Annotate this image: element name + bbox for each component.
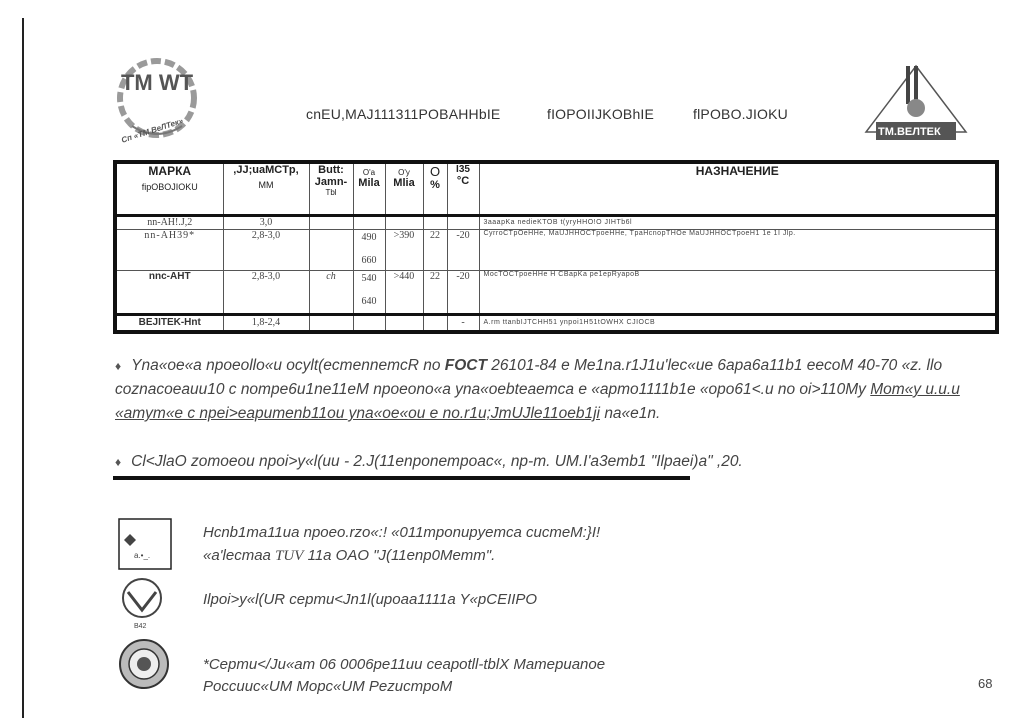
cert-line-tested: Hcnb1ma11ua npoeo.rzo«:! «011mponupyemca cucmeM:}I! xyxy=(203,524,601,541)
col-delta: O % xyxy=(423,162,447,216)
diamond-bullet-icon: ♦ xyxy=(115,455,122,469)
table-row: nnc-AHT 2,8-3,0 ch 540 640 >440 22 -20 MocTOCTpoeHHe H CBapKa pe1epRyapoB xyxy=(115,271,997,315)
col-sigma-a: O'a Mila xyxy=(353,162,385,216)
logo-tm: TM WT xyxy=(120,70,194,95)
diamond-bullet-icon: ♦ xyxy=(115,359,122,373)
logo-ring-text: Сп «ТМ ВеЛТек» xyxy=(120,116,185,145)
tuv-label: a.•_. xyxy=(134,551,151,560)
cert-line-ukrsepro: Ilpoi>y«l(UR cepmu<Jn1l(upoaa1111a Y«pCEIIPO xyxy=(203,591,538,608)
left-margin-rule xyxy=(22,18,24,718)
tuv-cert-icon xyxy=(118,518,176,570)
section-divider xyxy=(113,476,690,480)
veltek-logo-text: ТМ.ВЕЛТЕК xyxy=(878,126,941,138)
ukrsepro-cert-icon xyxy=(118,576,168,631)
header-text-powder: fIOPOIIJKOBhIE xyxy=(547,106,655,122)
table-row: BEJITEK-Hnt 1,8-2,4 - A.rm ttanbIJTCHH51 ynpoi1H51tOWHX CJIOCB xyxy=(115,315,997,333)
table-row: nn-AH!.J,2 3,0 3aaapKa nedieKTOB t(yryHHO!O JIHTb6l xyxy=(115,216,997,230)
cert-line-quality: «a'lecmaa TUV 11a OAO "J(11enp0Memm". xyxy=(203,547,496,564)
cert-line-register-2: Poccuuc«UM Mopc«UM PezucmpoM xyxy=(203,678,453,695)
col-diameter: ,JJ;uaMCTp, MM xyxy=(223,162,309,216)
table-row: nn-AH39* 2,8-3,0 490 660 >390 22 -20 CyrroCTpOeHHe, MaUJHHOCTpoeHHe, TpaHcnopTHOe MaUJHHOCTpoeH1 1e 1I Jlp. xyxy=(115,230,997,271)
col-grade: МАРКА fipOBOJIOKU xyxy=(115,162,223,216)
header-text-wire: flPOBO.JIOKU xyxy=(693,106,788,122)
col-sigma-y: O'y Mlia xyxy=(385,162,423,216)
header-text-welded: cnEU,MAJ111311POBAHHbIE xyxy=(306,106,501,122)
warehouse-paragraph: ♦ Cl<JlaO zomoeou npoi>y«l(uu - 2.J(11enponempoac«, np-m. UM.I'a3emb1 "Ilpaei)a" ,20. xyxy=(115,453,743,470)
wire-spec-table xyxy=(113,160,999,334)
col-impact: I35 °C xyxy=(447,162,479,216)
page-number: 68 xyxy=(978,676,993,691)
ukrsepro-label: B42 xyxy=(134,623,147,630)
table-header-row xyxy=(115,162,997,216)
packaging-paragraph: ♦ Yna«oe«a npoeollo«u ocylt(ecmennemcR no FOCT 26101-84 e Me1na.r1J1u'lec«ue 6apa6a11b1 eecoM 40-70 «z. llo coznacoeauu10 c nompe6u1ne11eM npoeono«a yna«oebteaemca e «apmo1111b1e «opo61<.u no oi>110My Mom«y u.u.u «amym«e c npei>eapumenb11ou yna«oe«ou e no.r1u;JmUJle11oeb1ji na«e1n. xyxy=(115,357,960,422)
col-purpose: НАЗНАЧЕНИЕ xyxy=(479,162,997,216)
col-butt: Butt: Jamn- Tbl xyxy=(309,162,353,216)
cert-line-register: *Cepmu</Ju«am 06 0006pe11uu ceapotll-tblX Mamepuanoe xyxy=(203,656,606,673)
register-seal-icon xyxy=(118,638,170,690)
